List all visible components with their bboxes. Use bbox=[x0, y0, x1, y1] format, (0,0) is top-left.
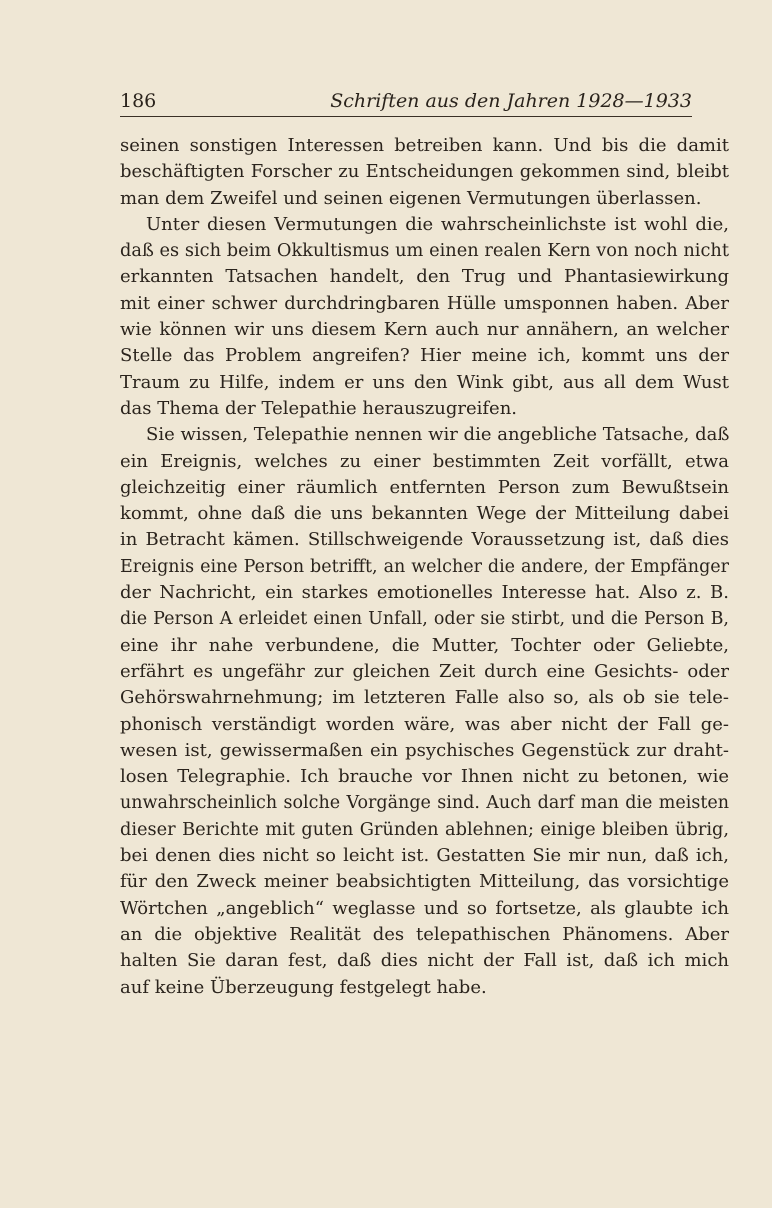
text-line: auf keine Überzeugung festgelegt habe. bbox=[120, 976, 487, 998]
text-line: an die objektive Realität des telepathischen Phänomens. Aber bbox=[120, 923, 729, 945]
text-line: Gehörswahrnehmung; im letzteren Falle also so, als ob sie tele- bbox=[120, 687, 729, 709]
page-number: 186 bbox=[120, 90, 157, 112]
text-line: wie können wir uns diesem Kern auch nur annähern, an welcher bbox=[120, 319, 729, 341]
text-line: halten Sie daran fest, daß dies nicht der Fall ist, daß ich mich bbox=[120, 950, 729, 972]
text-line: wesen ist, gewissermaßen ein psychisches Gegenstück zur draht- bbox=[120, 739, 729, 761]
text-line: für den Zweck meiner beabsichtigten Mitteilung, das vorsichtige bbox=[120, 871, 729, 893]
text-line: Wörtchen „angeblich“ weglasse und so fortsetze, als glaubte ich bbox=[120, 897, 729, 919]
text-line: Stelle das Problem angreifen? Hier meine ich, kommt uns der bbox=[120, 345, 729, 367]
text-line: Unter diesen Vermutungen die wahrscheinlichste ist wohl die, bbox=[146, 213, 729, 235]
text-line: mit einer schwer durchdringbaren Hülle umsponnen haben. Aber bbox=[120, 292, 729, 314]
text-line: man dem Zweifel und seinen eigenen Vermutungen überlassen. bbox=[120, 187, 702, 209]
text-line: Sie wissen, Telepathie nennen wir die angebliche Tatsache, daß bbox=[146, 424, 730, 446]
text-line: unwahrscheinlich solche Vorgänge sind. Auch darf man die meisten bbox=[120, 793, 729, 814]
text-line: kommt, ohne daß die uns bekannten Wege der Mitteilung dabei bbox=[120, 503, 729, 525]
running-title: Schriften aus den Jahren 1928—1933 bbox=[330, 90, 692, 112]
text-line: Ereignis eine Person betrifft, an welcher die andere, der Empfänger bbox=[120, 556, 729, 577]
text-line: gleichzeitig einer räumlich entfernten Person zum Bewußtsein bbox=[120, 476, 729, 498]
text-line: dieser Berichte mit guten Gründen ablehnen; einige bleiben übrig, bbox=[120, 819, 729, 840]
text-line: daß es sich beim Okkultismus um einen realen Kern von noch nicht bbox=[120, 241, 729, 262]
text-line: in Betracht kämen. Stillschweigende Voraussetzung ist, daß dies bbox=[120, 529, 729, 551]
text-line: losen Telegraphie. Ich brauche vor Ihnen nicht zu betonen, wie bbox=[120, 766, 729, 788]
text-line: das Thema der Telepathie herauszugreifen. bbox=[120, 397, 518, 419]
text-line: erkannten Tatsachen handelt, den Trug und Phantasiewirkung bbox=[120, 266, 729, 288]
text-line: ein Ereignis, welches zu einer bestimmten Zeit vorfällt, etwa bbox=[120, 450, 729, 472]
text-line: seinen sonstigen Interessen betreiben kann. Und bis die damit bbox=[120, 135, 729, 156]
body-text bbox=[120, 133, 729, 1001]
text-line: eine ihr nahe verbundene, die Mutter, Tochter oder Geliebte, bbox=[120, 634, 729, 656]
running-header bbox=[120, 88, 692, 117]
text-line: beschäftigten Forscher zu Entscheidungen gekommen sind, bleibt bbox=[120, 161, 729, 183]
text-line: die Person A erleidet einen Unfall, oder sie stirbt, und die Person B, bbox=[120, 609, 729, 630]
text-line: der Nachricht, ein starkes emotionelles Interesse hat. Also z. B. bbox=[120, 582, 729, 604]
text-line: bei denen dies nicht so leicht ist. Gestatten Sie mir nun, daß ich, bbox=[120, 845, 729, 867]
text-line: phonisch verständigt worden wäre, was aber nicht der Fall ge- bbox=[120, 713, 729, 735]
text-line: erfährt es ungefähr zur gleichen Zeit durch eine Gesichts- oder bbox=[120, 660, 729, 682]
text-line: Traum zu Hilfe, indem er uns den Wink gibt, aus all dem Wust bbox=[120, 371, 729, 393]
